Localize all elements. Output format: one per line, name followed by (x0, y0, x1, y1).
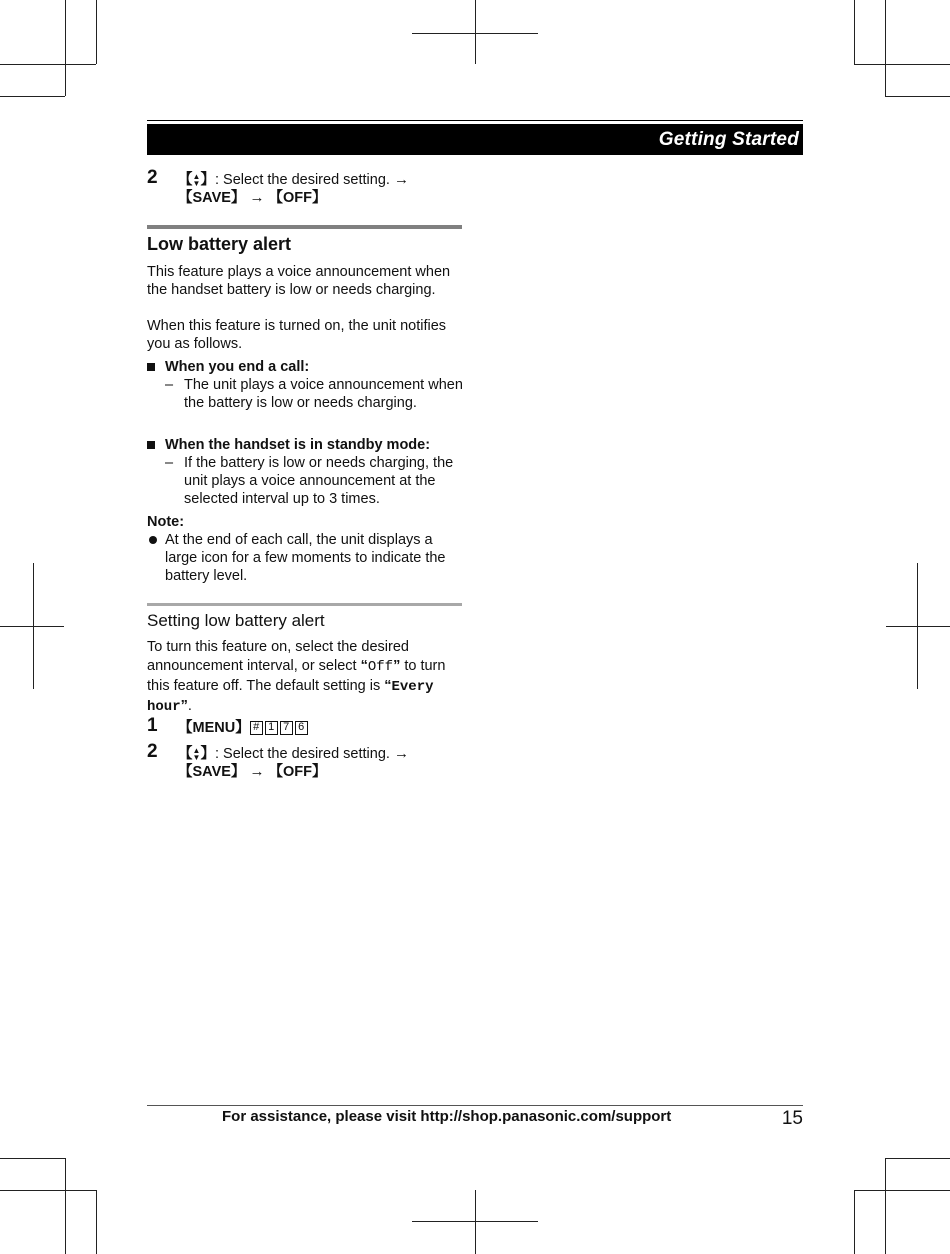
page-number: 15 (781, 1108, 803, 1129)
item-text: If the battery is low or needs charging, the unit plays a voice announcement at the selected interval up to 3 times. (184, 455, 454, 507)
item-text: The unit plays a voice announcement when the battery is low or needs charging. (184, 377, 463, 411)
setting-step-1 (147, 715, 467, 739)
item-heading: When you end a call: (165, 359, 310, 375)
bullet-dot-icon (149, 536, 157, 544)
setting-description: To turn this feature on, select the desired announcement interval, or select “Off” to turn this feature off. The default setting is “Every hour”. (147, 639, 446, 715)
arrow-icon: → (393, 745, 409, 762)
step-number: 1 (147, 715, 158, 736)
item-heading: When the handset is in standby mode: (165, 437, 431, 453)
step-instructions: 【MENU】 # 1 7 6 (178, 719, 478, 737)
save-key: SAVE (192, 190, 231, 206)
up-down-icon: ▲ ▼ (192, 746, 201, 763)
section-title: Getting Started (658, 129, 799, 150)
subsection-rule (147, 603, 462, 606)
section-rule (147, 225, 462, 229)
arrow-icon: → (249, 189, 265, 206)
menu-key: MENU (192, 720, 236, 736)
step-instructions: 【▲ ▼】: Select the desired setting. → 【SAVE】 → 【OFF】 (178, 745, 409, 780)
intro-paragraph-2: When this feature is turned on, the unit notifies you as follows. (147, 318, 447, 352)
off-key: OFF (282, 190, 312, 206)
key-hash: # (250, 721, 263, 735)
key-1: 1 (265, 721, 278, 735)
key-6: 6 (295, 721, 308, 735)
setting-step-2 (147, 741, 467, 785)
square-bullet-icon (147, 363, 155, 371)
setting-heading: Setting low battery alert (147, 611, 325, 630)
step-text: : Select the desired setting. (215, 172, 390, 188)
key-7: 7 (280, 721, 293, 735)
intro-paragraph: This feature plays a voice announcement when the handset battery is low or needs charging. (147, 264, 451, 298)
footer-rule (147, 1105, 803, 1106)
low-battery-heading: Low battery alert (147, 234, 292, 254)
note-text: At the end of each call, the unit displays a large icon for a few moments to indicate the battery level. (165, 532, 446, 584)
off-key: OFF (282, 764, 312, 780)
section-header-bar (147, 124, 803, 154)
top-step-2 (147, 167, 467, 211)
arrow-icon: → (249, 763, 265, 780)
step-text: : Select the desired setting. (215, 746, 390, 762)
step-number: 2 (147, 167, 158, 188)
arrow-icon: → (393, 171, 409, 188)
header-rule-bottom (147, 154, 803, 155)
header-rule-top (147, 120, 803, 121)
square-bullet-icon (147, 441, 155, 449)
up-down-icon: ▲ ▼ (192, 172, 201, 189)
save-key: SAVE (192, 764, 231, 780)
default-value: Every (391, 679, 434, 695)
step-instructions: 【▲ ▼】: Select the desired setting. → 【SAVE】 → 【OFF】 (178, 171, 409, 206)
list-item: – If the battery is low or needs charging, the unit plays a voice announcement at the selected interval up to 3 times. (165, 454, 465, 508)
step-number: 2 (147, 741, 158, 762)
off-value: Off (367, 659, 394, 675)
note-label: Note: (147, 514, 185, 530)
support-link-text[interactable]: For assistance, please visit http://shop.panasonic.com/support (222, 1108, 672, 1125)
list-item: – The unit plays a voice announcement when the battery is low or needs charging. (165, 377, 463, 411)
